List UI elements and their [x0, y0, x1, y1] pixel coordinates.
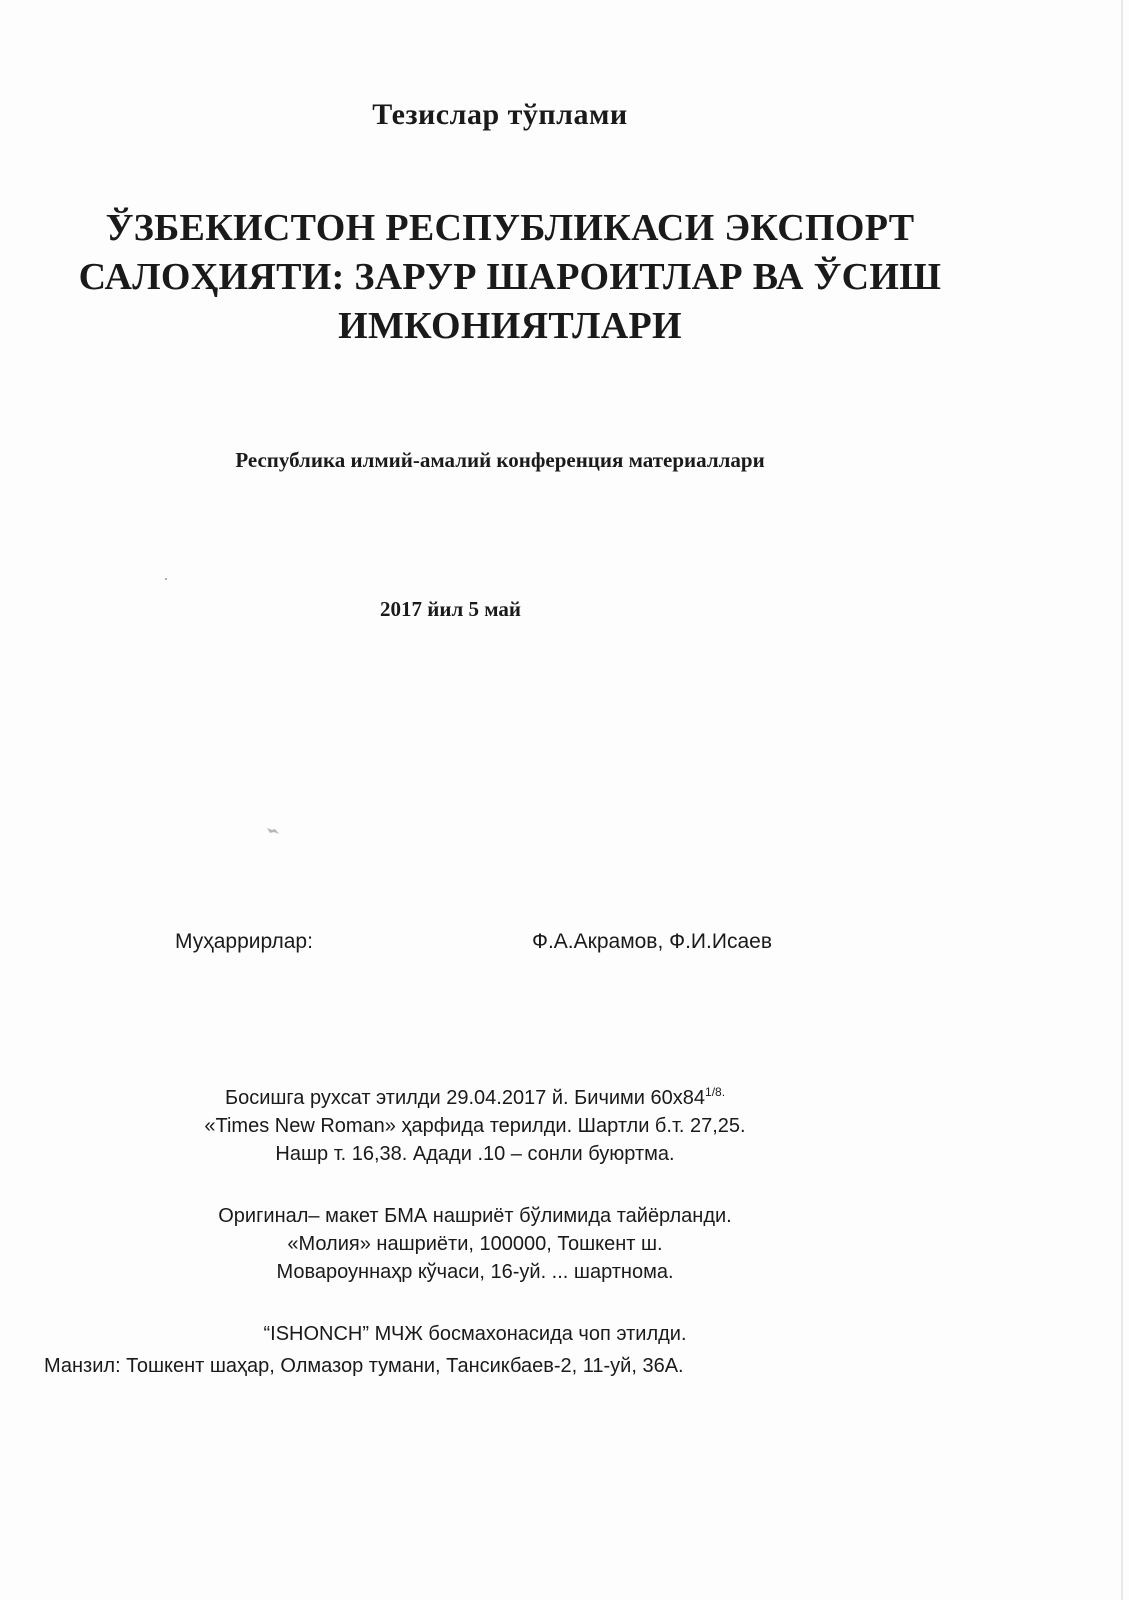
print-info-line-3: Нашр т. 16,38. Адади .10 – сонли буюртма. [275, 1143, 675, 1165]
collection-title: Тезислар тўплами [372, 98, 628, 131]
main-title-line-2: САЛОҲИЯТИ: ЗАРУР ШАРОИТЛАР ВА ЎСИШ [78, 256, 942, 298]
publisher-info-line-1: Оригинал– макет БМА нашриёт бўлимида тайёрланди. [218, 1205, 732, 1227]
print-info-line-1 [0, 1078, 950, 1112]
conference-subtitle: Республика илмий-амалий конференция материаллари [235, 448, 765, 472]
printer-info-line-1: “ISHONCH” МЧЖ босмахонасида чоп этилди. [263, 1323, 687, 1345]
main-title-line-1: ЎЗБЕКИСТОН РЕСПУБЛИКАСИ ЭКСПОРТ [105, 207, 915, 249]
publisher-info [0, 1202, 950, 1286]
scan-dust-dot [165, 578, 167, 580]
print-info-line-2: «Times New Roman» ҳарфида терилди. Шартли б.т. 27,25. [204, 1115, 746, 1137]
editors-names: Ф.А.Акрамов, Ф.И.Исаев [532, 930, 772, 953]
main-title-line-3: ИМКОНИЯТЛАРИ [338, 305, 682, 347]
print-info [0, 1078, 950, 1168]
conference-date: 2017 йил 5 май [380, 597, 521, 621]
printer-address: Манзил: Тошкент шаҳар, Олмазор тумани, Тансикбаев-2, 11-уй, 36А. [44, 1355, 684, 1377]
publisher-info-line-3: Мовароуннаҳр кўчаси, 16-уй. ... шартнома. [276, 1261, 674, 1283]
print-info-line-1-main: Босишга рухсат этилди 29.04.2017 й. Бичими 60х84 [224, 1087, 706, 1109]
publisher-info-line-2: «Молия» нашриёти, 100000, Тошкент ш. [287, 1233, 663, 1255]
main-title [60, 204, 960, 351]
printer-info [0, 1320, 950, 1348]
editors-label: Муҳаррирлар: [175, 930, 313, 953]
scan-edge-line [1121, 0, 1123, 1600]
scan-speck-mark [266, 826, 280, 836]
print-format-superscript: 1/8. [705, 1085, 726, 1099]
